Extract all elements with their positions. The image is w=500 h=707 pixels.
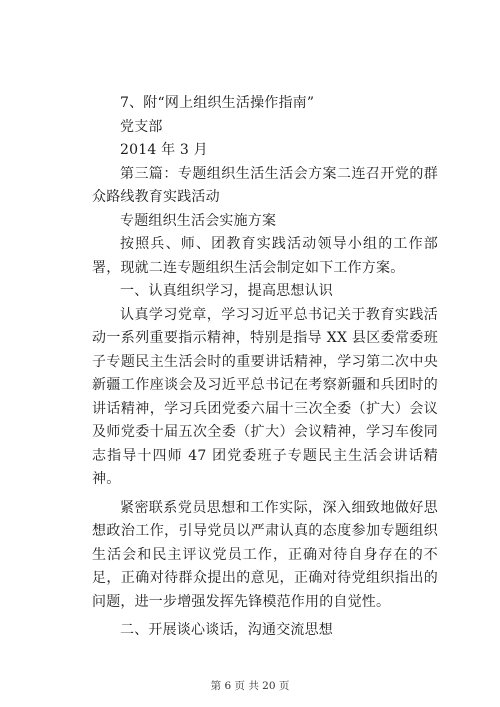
page-footer — [0, 678, 500, 693]
study-paragraph: 认真学习党章，学习习近平总书记关于教育实践活动一系列重要指示精神，特别是指导 XX 县区委常委班子专题民主生活会时的重要讲话精神，学习第二次中央新疆工作座谈会及习近平总书记在考察新疆和兵团时的讲话精神，学习兵团党委六届十三次全委（扩大）会议及师党委十届五次全委（扩大）会议精神，学习车俊同志指导十四师 47 团党委班子专题民主生活会讲话精神。 — [92, 306, 438, 487]
signature-party-branch: 党支部 — [120, 118, 163, 135]
plan-title: 专题组织生活会实施方案 — [120, 212, 277, 229]
document-body — [92, 92, 438, 643]
appendix-item-7: 7、附“网上组织生活操作指南” — [120, 95, 315, 111]
ideology-paragraph: 紧密联系党员思想和工作实际，深入细致地做好思想政治工作，引导党员以严肃认真的态度参加专题组织生活会和民主评议党员工作，正确对待自身存在的不足，正确对待群众提出的意见，正确对待党组织指出的问题，进一步增强发挥先锋模范作用的自觉性。 — [92, 499, 438, 610]
heading-two: 二、开展谈心谈话，沟通交流思想 — [120, 622, 333, 638]
signature-date: 2014 年 3 月 — [120, 142, 208, 158]
intro-paragraph: 按照兵、师、团教育实践活动领导小组的工作部署，现就二连专题组织生活会制定如下工作方案。 — [92, 236, 438, 276]
heading-one: 一、认真组织学习，提高思想认识 — [120, 283, 333, 299]
section-title: 第三篇：专题组织生活生活会方案二连召开党的群众路线教育实践活动 — [92, 165, 438, 205]
page-indicator: 第 6 页 共 20 页 — [210, 680, 290, 692]
